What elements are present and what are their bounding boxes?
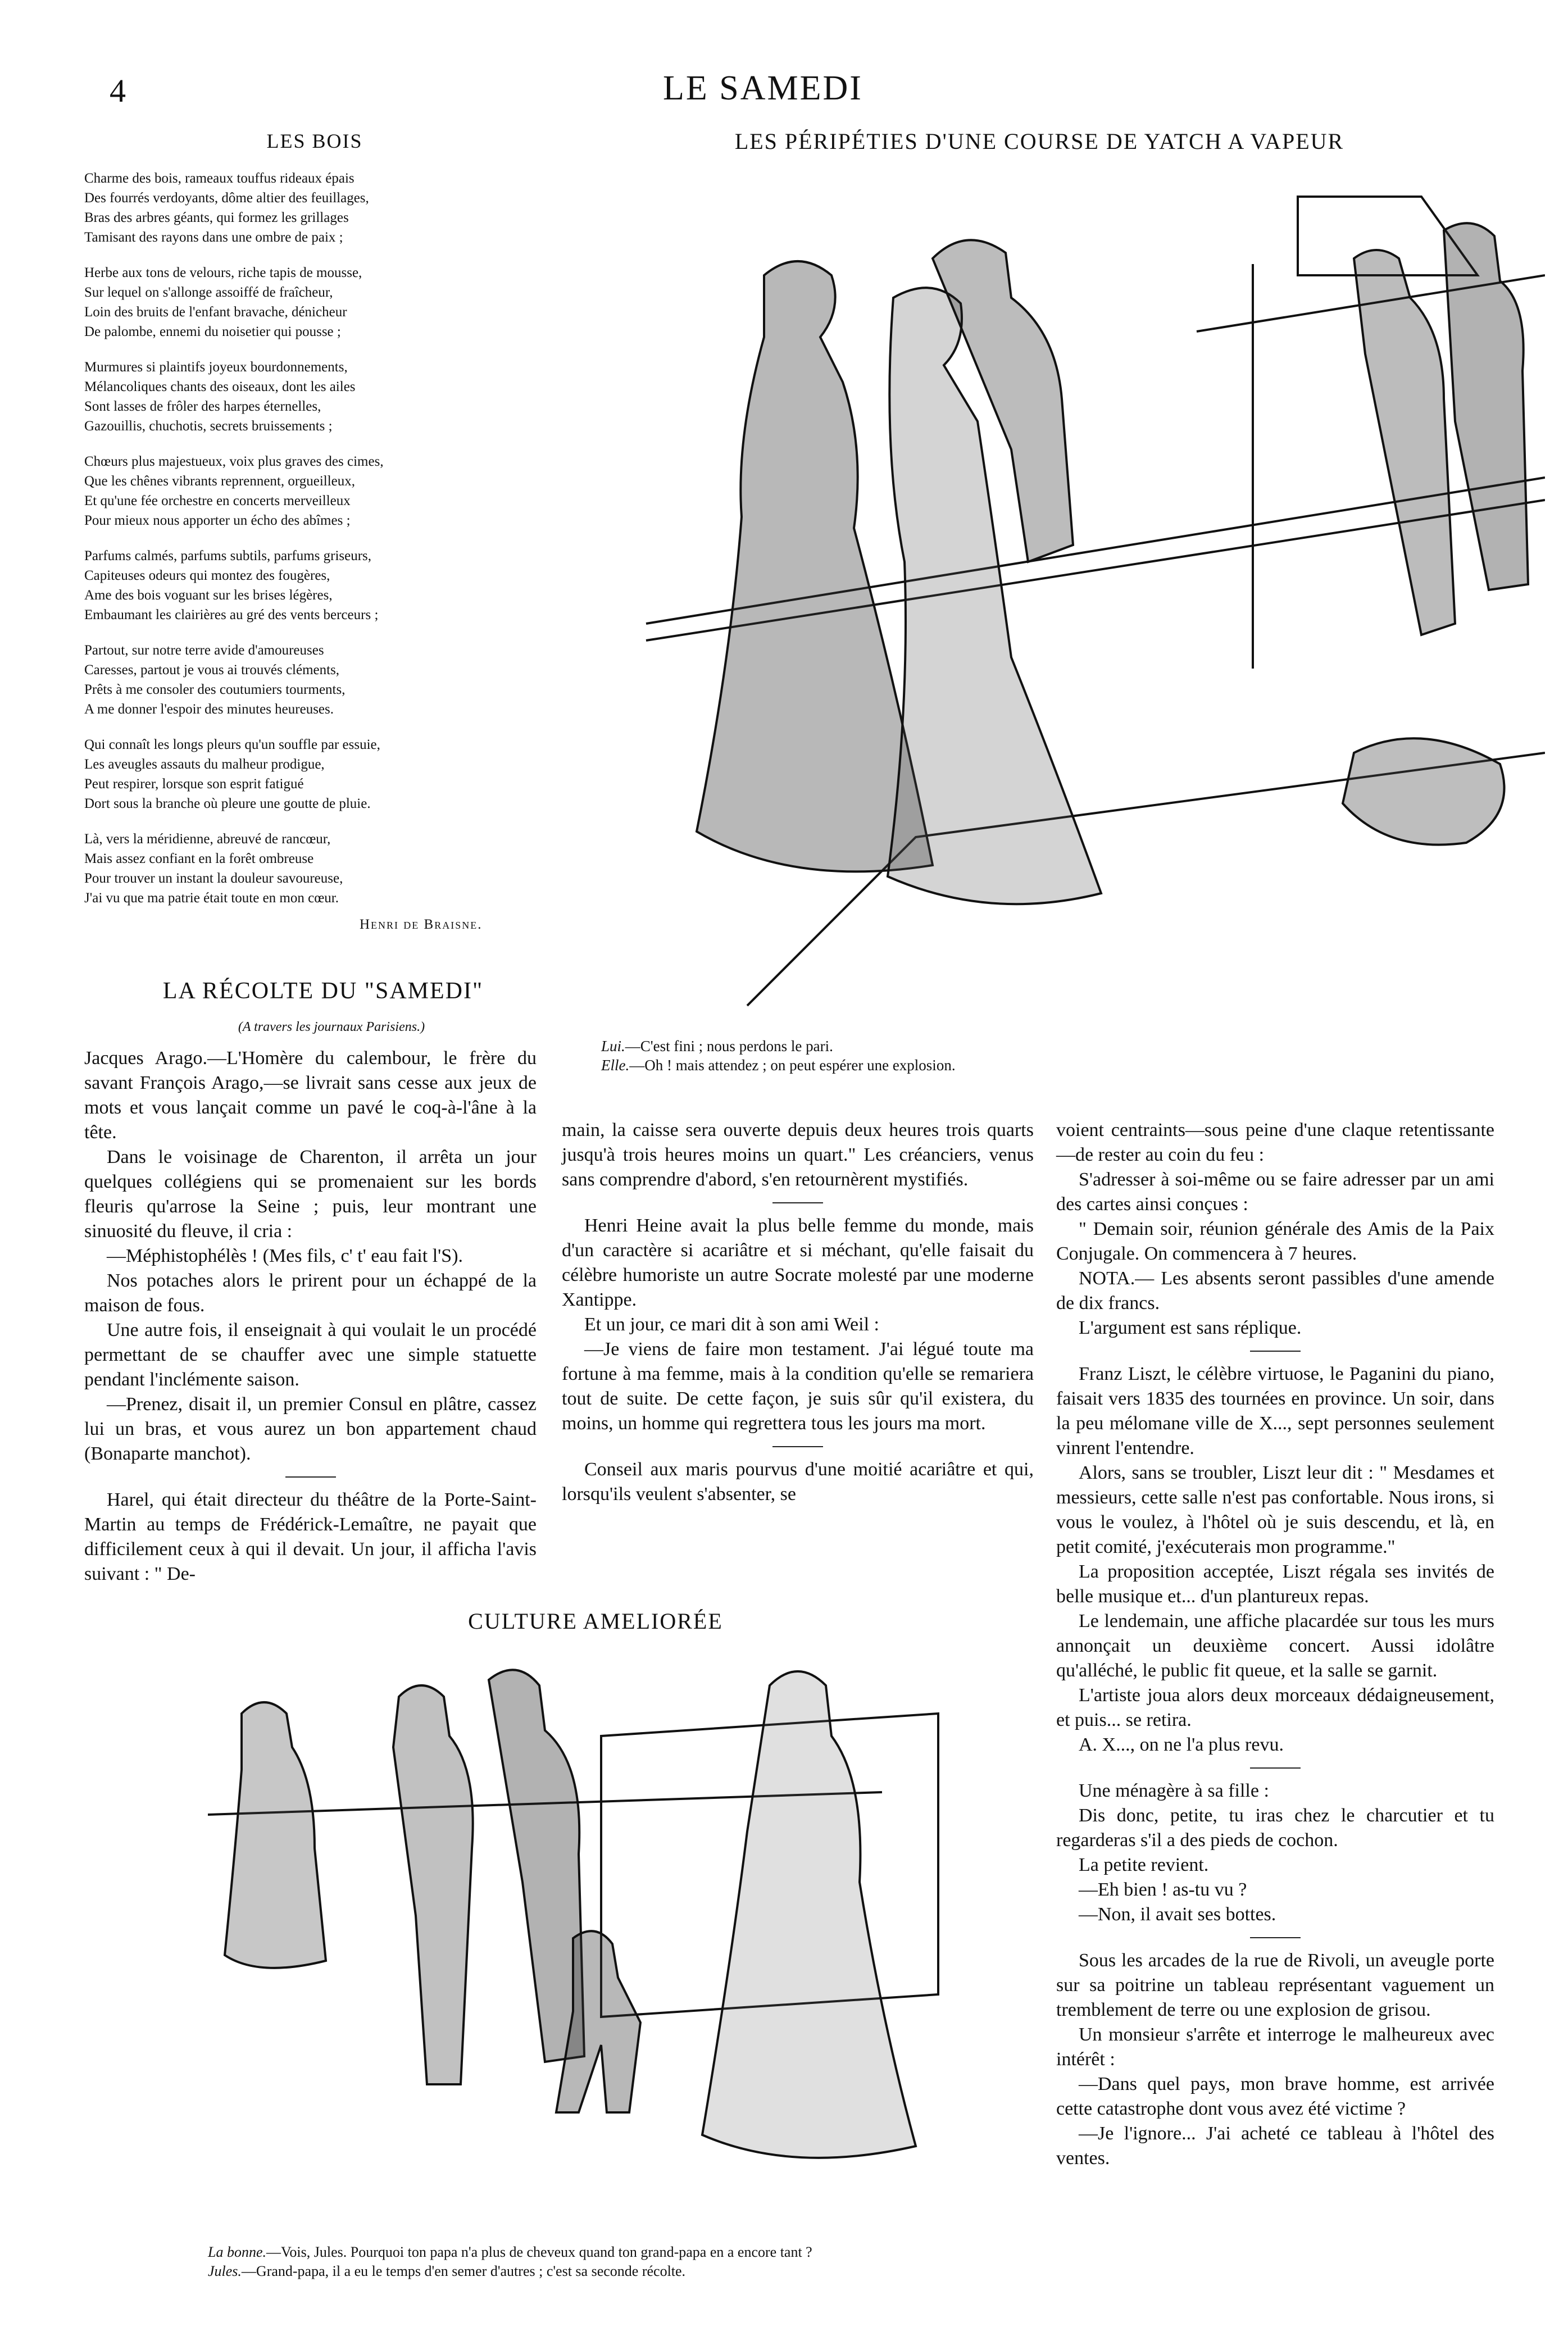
article-paragraph: —Méphistophélès ! (Mes fils, c' t' eau fait l'S). — [107, 1246, 463, 1266]
article-column-2 — [562, 1118, 1034, 1507]
poem-line: Prêts à me consoler des coutumiers tourments, — [84, 682, 346, 697]
caption-text: —C'est fini ; nous perdons le pari. — [625, 1038, 833, 1055]
poem-author: Henri de Braisne. — [360, 917, 483, 932]
poem-line: Herbe aux tons de velours, riche tapis de mousse, — [84, 265, 362, 280]
poem-line: Parfums calmés, parfums subtils, parfums griseurs, — [84, 548, 372, 563]
poem-line: Mélancoliques chants des oiseaux, dont les ailes — [84, 379, 356, 394]
article-paragraph: L'artiste joua alors deux morceaux dédaigneusement, et puis... se retira. — [1056, 1685, 1494, 1730]
caption-speaker: Jules. — [208, 2263, 242, 2279]
section-separator — [285, 1476, 336, 1478]
poem-line: Ame des bois voguant sur les brises légères, — [84, 588, 333, 603]
article-paragraph: S'adresser à soi-même ou se faire adresser par un ami des cartes ainsi conçues : — [1056, 1169, 1494, 1215]
poem-line: Qui connaît les longs pleurs qu'un souffle par essuie, — [84, 737, 380, 752]
article-paragraph: —Prenez, disait il, un premier Consul en plâtre, cassez lui un bras, et vous aurez un bon appartement chaud (Bonaparte manchot). — [84, 1394, 537, 1464]
article-paragraph: Alors, sans se troubler, Liszt leur dit : " Mesdames et messieurs, cette salle n'est pas confortable. Nous irons, si vous le voulez, à l'hôtel où je suis descendu, et là, en petit comité, j'exécuterais mon programme." — [1056, 1462, 1494, 1557]
bottom-illustration-caption — [208, 2243, 1028, 2281]
poem-line: Mais assez confiant en la forêt ombreuse — [84, 851, 314, 866]
poem-stanza — [84, 169, 511, 247]
caption-text: —Grand-papa, il a eu le temps d'en semer d'autres ; c'est sa seconde récolte. — [241, 2263, 686, 2279]
caption-speaker: La bonne. — [208, 2244, 266, 2260]
poem-title: LES BOIS — [266, 130, 363, 152]
poem-stanza — [84, 640, 511, 719]
poem-body — [84, 169, 511, 924]
article-paragraph: —Non, il avait ses bottes. — [1079, 1904, 1276, 1925]
section-separator — [772, 1202, 823, 1203]
article-paragraph: —Je viens de faire mon testament. J'ai légué toute ma fortune à ma femme, mais à la condition qu'elle se remariera tout de suite. De cette façon, je suis sûr qu'il existera, du moins, un homme qui regrettera tous les jours ma mort. — [562, 1339, 1034, 1434]
article-paragraph: Une autre fois, il enseignait à qui voulait le un procédé permettant de se chauffer avec une simple statuette pendant l'inclémente saison. — [84, 1320, 537, 1390]
masthead-title: LE SAMEDI — [663, 69, 863, 107]
article-paragraph: " Demain soir, réunion générale des Amis de la Paix Conjugale. On commencera à 7 heures. — [1056, 1219, 1494, 1264]
section-separator — [1250, 1937, 1301, 1938]
article-paragraph: Dans le voisinage de Charenton, il arrêta un jour quelques collégiens qui se promenaient sur les bords fleuris qu'arrose la Seine ; puis, leur montrant une sinuosité du fleuve, il cria : — [84, 1147, 537, 1242]
article-paragraph: Une ménagère à sa fille : — [1079, 1780, 1269, 1801]
poem-line: Gazouillis, chuchotis, secrets bruissements ; — [84, 419, 333, 434]
poem-line: Pour mieux nous apporter un écho des abîmes ; — [84, 513, 351, 528]
recolte-subtitle: (A travers les journaux Parisiens.) — [238, 1020, 425, 1034]
poem-line: Pour trouver un instant la douleur savoureuse, — [84, 871, 343, 886]
article-paragraph: Henri Heine avait la plus belle femme du monde, mais d'un caractère si acariâtre et si méchant, qu'elle faisait du célèbre humoriste un autre Socrate molesté par une moderne Xantippe. — [562, 1215, 1034, 1310]
poem-line: Bras des arbres géants, qui formez les grillages — [84, 210, 349, 225]
article-paragraph: La proposition acceptée, Liszt régala ses invités de belle musique et... d'un plantureux repas. — [1056, 1561, 1494, 1607]
poem-line: Embaumant les clairières au gré des vents berceurs ; — [84, 607, 379, 622]
poem-line: Des fourrés verdoyants, dôme altier des feuillages, — [84, 190, 369, 206]
caption-line — [208, 2243, 1028, 2262]
article-paragraph: Le lendemain, une affiche placardée sur tous les murs annonçait un deuxième concert. Aussi idolâtre qu'alléché, le public fit queue, et la salle se garnit. — [1056, 1611, 1494, 1681]
recolte-title: LA RÉCOLTE DU "SAMEDI" — [162, 978, 484, 1004]
poem-line: Les aveugles assauts du malheur prodigue, — [84, 757, 325, 772]
poem-stanza — [84, 452, 511, 530]
poem-line: Partout, sur notre terre avide d'amoureuses — [84, 643, 324, 658]
article-paragraph: Un monsieur s'arrête et interroge le malheureux avec intérêt : — [1056, 2024, 1494, 2070]
article-paragraph: Dis donc, petite, tu iras chez le charcutier et tu regarderas s'il a des pieds de cochon. — [1056, 1805, 1494, 1851]
article-paragraph: L'argument est sans réplique. — [1079, 1317, 1302, 1338]
poem-line: Capiteuses odeurs qui montez des fougères, — [84, 568, 330, 583]
article-paragraph: Sous les arcades de la rue de Rivoli, un aveugle porte sur sa poitrine un tableau représentant vaguement un tremblement de terre ou une explosion de grisou. — [1056, 1950, 1494, 2020]
article-paragraph: Jacques Arago.—L'Homère du calembour, le frère du savant François Arago,—se livrait sans cesse aux jeux de mots et vous lançait comme un pavé le coq-à-l'âne à la tête. — [84, 1048, 537, 1143]
article-paragraph: voient centraints—sous peine d'une claque retentissante—de rester au coin du feu : — [1056, 1120, 1494, 1165]
article-paragraph: —Dans quel pays, mon brave homme, est arrivée cette catastrophe dont vous avez été victime ? — [1056, 2074, 1494, 2119]
poem-line: A me donner l'espoir des minutes heureuses. — [84, 702, 334, 717]
article-paragraph: Franz Liszt, le célèbre virtuose, le Paganini du piano, faisait vers 1835 des tournées en province. Un soir, dans la peu mélomane ville de X..., sept personnes seulement vinrent l'entendre. — [1056, 1364, 1494, 1458]
caption-speaker: Elle. — [601, 1057, 630, 1074]
caption-line — [601, 1056, 1107, 1075]
article-paragraph: Conseil aux maris pourvus d'une moitié acariâtre et qui, lorsqu'ils veulent s'absenter, se — [562, 1459, 1034, 1505]
poem-line: Chœurs plus majestueux, voix plus graves des cimes, — [84, 454, 384, 469]
poem-stanza — [84, 735, 511, 814]
article-paragraph: Et un jour, ce mari dit à son ami Weil : — [584, 1314, 879, 1335]
caption-line — [601, 1037, 1107, 1056]
article-column-3 — [1056, 1118, 1494, 2171]
poem-line: Peut respirer, lorsque son esprit fatigué — [84, 776, 304, 792]
poem-line: Sur lequel on s'allonge assoiffé de fraîcheur, — [84, 285, 333, 300]
poem-line: Loin des bruits de l'enfant bravache, dénicheur — [84, 305, 347, 320]
caption-line — [208, 2262, 1028, 2281]
section-separator — [772, 1446, 823, 1447]
yacht-race-illustration — [579, 163, 1545, 1011]
poem-stanza — [84, 263, 511, 342]
poem-line: De palombe, ennemi du noisetier qui pousse ; — [84, 324, 341, 339]
caption-text: —Vois, Jules. Pourquoi ton papa n'a plus de cheveux quand ton grand-papa en a encore tant ? — [266, 2244, 812, 2260]
caption-text: —Oh ! mais attendez ; on peut espérer une explosion. — [629, 1057, 956, 1074]
article-paragraph: NOTA.— Les absents seront passibles d'une amende de dix francs. — [1056, 1268, 1494, 1314]
caption-speaker: Lui. — [601, 1038, 625, 1055]
poem-line: Dort sous la branche où pleure une goutte de pluie. — [84, 796, 371, 811]
article-paragraph: La petite revient. — [1079, 1855, 1209, 1875]
poem-line: Charme des bois, rameaux touffus rideaux épais — [84, 171, 354, 186]
article-paragraph: —Je l'ignore... J'ai acheté ce tableau à l'hôtel des ventes. — [1056, 2123, 1494, 2169]
poem-stanza — [84, 546, 511, 625]
poem-line: Que les chênes vibrants reprennent, orgueilleux, — [84, 474, 356, 489]
page-number: 4 — [110, 72, 126, 109]
poem-line: Murmures si plaintifs joyeux bourdonnements, — [84, 360, 348, 375]
top-illustration-caption — [601, 1037, 1107, 1075]
poem-line: Sont lasses de frôler des harpes éternelles, — [84, 399, 321, 414]
poem-line: Là, vers la méridienne, abreuvé de rancœur, — [84, 831, 331, 847]
article-paragraph: A. X..., on ne l'a plus revu. — [1079, 1734, 1284, 1755]
article-paragraph: main, la caisse sera ouverte depuis deux heures trois quarts jusqu'à trois heures moins un quart." Les créanciers, venus sans comprendre d'abord, s'en retournèrent mystifiés. — [562, 1120, 1034, 1190]
article-column-1 — [84, 1046, 537, 1587]
poem-stanza — [84, 357, 511, 436]
article-paragraph: Harel, qui était directeur du théâtre de la Porte-Saint-Martin au temps de Frédérick-Lemaître, ne payait que difficilement ceux à qui il devait. Un jour, il afficha l'avis suivant : " De- — [84, 1489, 537, 1584]
section-separator — [1250, 1351, 1301, 1352]
poem-line: Tamisant des rayons dans une ombre de paix ; — [84, 230, 343, 245]
poem-line: Et qu'une fée orchestre en concerts merveilleux — [84, 493, 351, 508]
top-illustration-title: LES PÉRIPÉTIES D'UNE COURSE DE YATCH A VAPEUR — [734, 129, 1344, 154]
article-paragraph: —Eh bien ! as-tu vu ? — [1079, 1879, 1247, 1900]
poem-stanza — [84, 829, 511, 908]
bottom-illustration-title: CULTURE AMELIORÉE — [468, 1608, 723, 1634]
section-separator — [1250, 1767, 1301, 1769]
culture-amelioree-illustration — [208, 1646, 1017, 2225]
article-paragraph: Nos potaches alors le prirent pour un échappé de la maison de fous. — [84, 1270, 537, 1316]
poem-line: J'ai vu que ma patrie était toute en mon cœur. — [84, 890, 339, 906]
poem-line: Caresses, partout je vous ai trouvés cléments, — [84, 662, 340, 678]
